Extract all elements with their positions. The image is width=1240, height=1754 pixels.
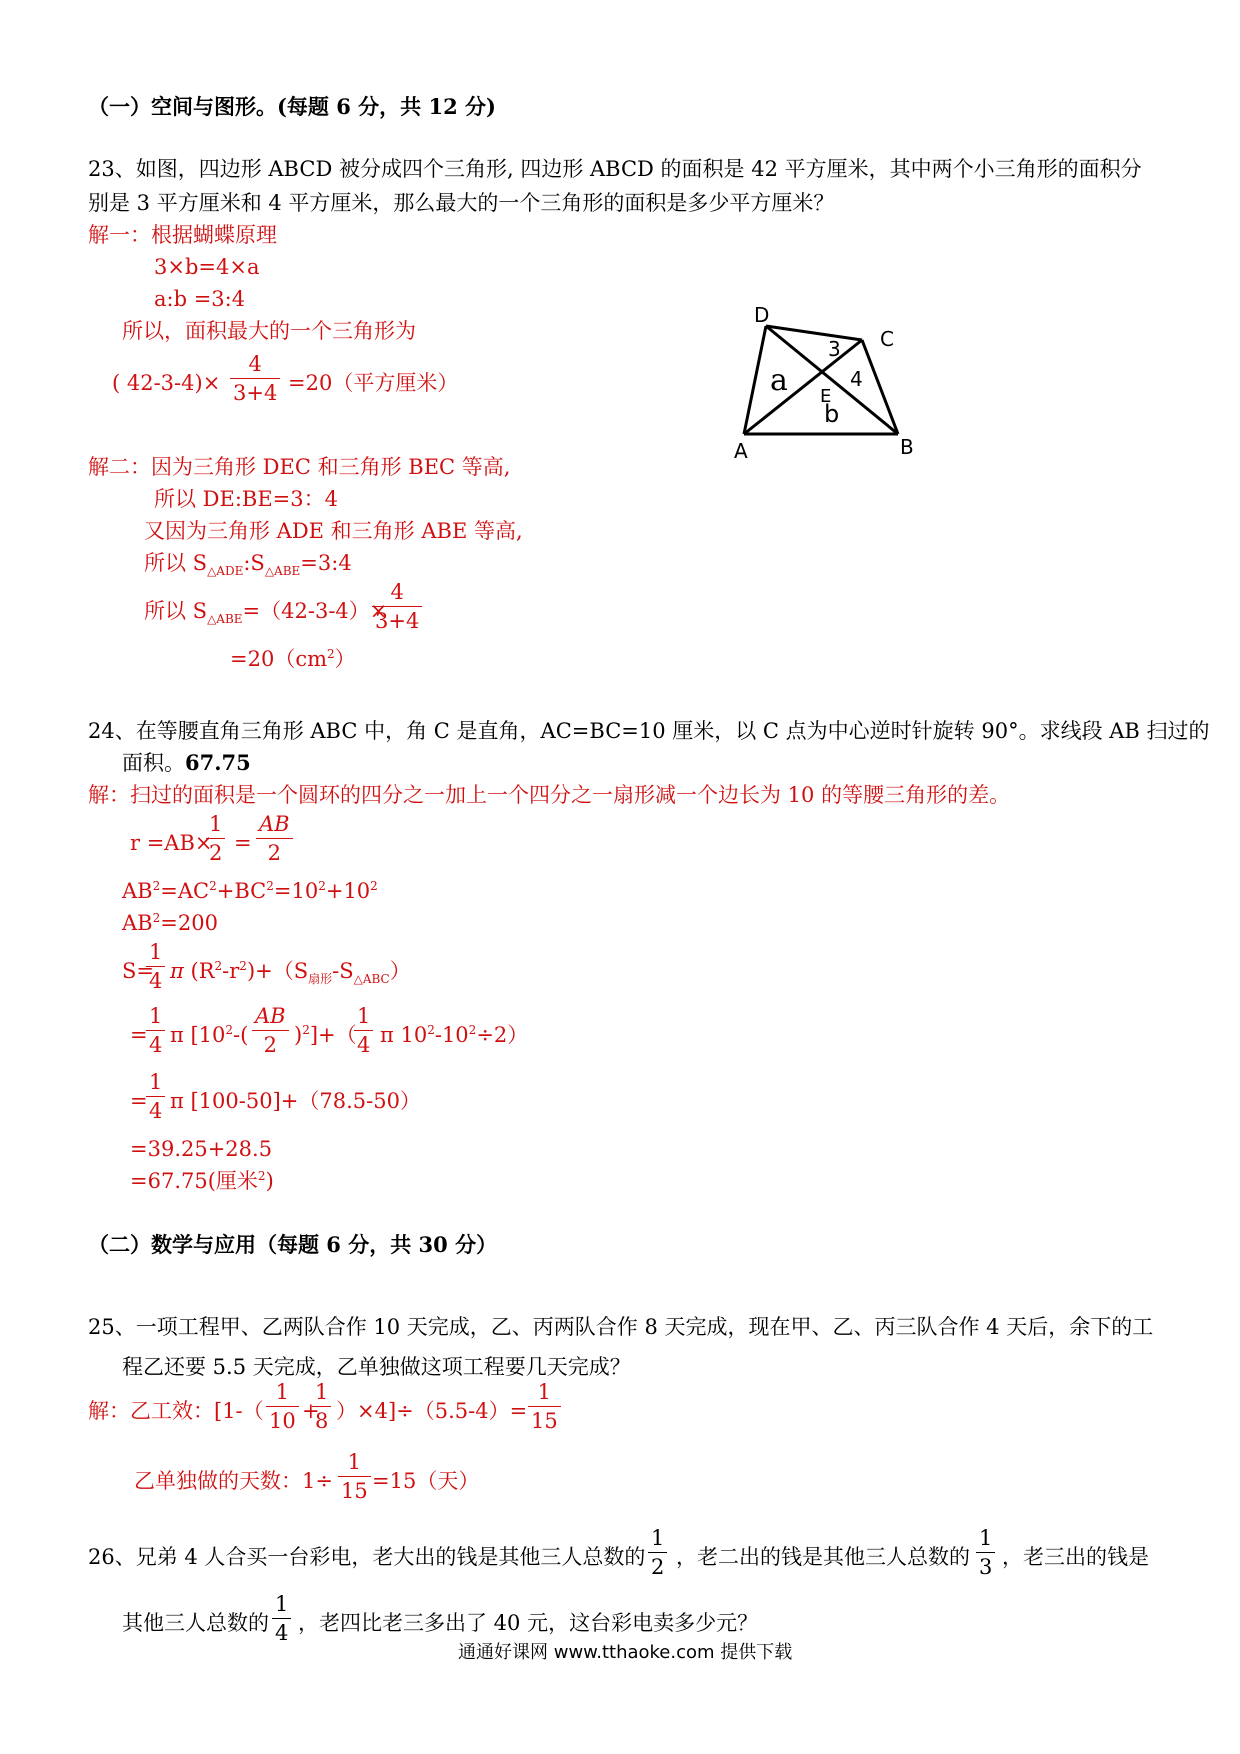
q25-fraction-1-10: 1 10 bbox=[266, 1380, 299, 1433]
label-area-4: 4 bbox=[850, 367, 863, 391]
q24-step-2-equals: = bbox=[130, 1089, 148, 1113]
q24-line-2: 面积。67.75 bbox=[122, 750, 251, 775]
q25-solution-line-1-b: ）×4]÷（5.5-4）= bbox=[336, 1399, 528, 1423]
q25-solution-line-1-a: 解：乙工效：[1-（ bbox=[88, 1399, 264, 1423]
q24-step-1-part-a: π [$10^2-$( bbox=[170, 1023, 249, 1047]
q24-r-expr: r =AB× bbox=[130, 831, 213, 855]
section-2-title: （二）数学与应用（每题 6 分，共 30 分） bbox=[88, 1232, 498, 1257]
q26-fraction-half: 1 2 bbox=[648, 1526, 667, 1579]
q23-solution-2-fraction bbox=[372, 580, 422, 633]
q24-step-1-fraction-ab: AB 2 bbox=[252, 1004, 289, 1057]
q25-plus: + bbox=[302, 1399, 320, 1423]
label-area-3: 3 bbox=[828, 337, 841, 361]
q26-line-2-a: 其他三人总数的 bbox=[122, 1611, 269, 1635]
q25-solution-line-2-a: 乙单独做的天数：1÷ bbox=[134, 1469, 333, 1493]
q23-solution-1-expr: ( 42-3-4)× bbox=[112, 371, 221, 395]
q23-solution-2-line-3: 所以 $S_{\triangle ADE}:S_{\triangle ABE}=3:4$ bbox=[144, 551, 352, 579]
q24-r-fraction-half: 1 2 bbox=[206, 812, 225, 865]
q26-line-1-a: 26、兄弟 4 人合买一台彩电，老大出的钱是其他三人总数的 bbox=[88, 1545, 646, 1569]
section-1-title: （一）空间与图形。(每题 6 分，共 12 分) bbox=[88, 94, 496, 119]
q24-ab-squared-2: $AB^2=200$ bbox=[122, 911, 218, 935]
quadrilateral-figure bbox=[728, 296, 928, 466]
q23-solution-1-line-3: 所以，面积最大的一个三角形为 bbox=[122, 319, 416, 343]
q24-solution-intro: 解：扫过的面积是一个圆环的四分之一加上一个四分之一扇形减一个边长为 10 的等腰三角形的差。 bbox=[88, 783, 1011, 807]
fraction-numerator: 4 bbox=[390, 580, 404, 604]
q23-line-1: 23、如图，四边形 ABCD 被分成四个三角形, 四边形 ABCD 的面积是 42 平方厘米，其中两个小三角形的面积分 bbox=[88, 157, 1142, 181]
q23-line-2: 别是 3 平方厘米和 4 平方厘米，那么最大的一个三角形的面积是多少平方厘米？ bbox=[88, 191, 835, 215]
q24-step-3: =39.25+28.5 bbox=[130, 1137, 273, 1161]
q26-line-1-c: ，老三出的钱是 bbox=[1002, 1545, 1149, 1569]
label-a: A bbox=[734, 439, 748, 463]
q24-r-fraction-ab: AB 2 bbox=[256, 812, 293, 865]
q25-fraction-days: 1 15 bbox=[338, 1450, 371, 1503]
q24-step-2: π [100-50]+（78.5-50） bbox=[170, 1089, 421, 1113]
q25-solution-line-2-b: =15（天） bbox=[372, 1469, 480, 1493]
q23-solution-1-line-2: a:b =3:4 bbox=[154, 287, 246, 311]
q24-step-1-part-b: )$^2$]+（ bbox=[294, 1023, 357, 1047]
q23-solution-2-line-4: 所以 $S_{\triangle ABE}=(42-3-4)\times$ bbox=[144, 599, 388, 627]
q24-s-fraction: 1 4 bbox=[146, 940, 165, 993]
q23-solution-1-result: =20（平方厘米） bbox=[288, 371, 459, 395]
q24-s-formula: π $(R^2-r^2)+(S_{扇形}-S_{\triangle ABC})$ bbox=[170, 959, 411, 987]
q24-step-4: =67.75(厘米$^2$) bbox=[130, 1169, 274, 1193]
q24-step-1-fraction-2: 1 4 bbox=[354, 1004, 373, 1057]
q23-solution-1-fraction bbox=[230, 352, 280, 405]
label-c: C bbox=[880, 327, 894, 351]
q25-fraction-1-8: 1 8 bbox=[312, 1380, 331, 1433]
label-area-a: a bbox=[770, 363, 788, 398]
fraction-denominator: 3+4 bbox=[375, 609, 420, 633]
q24-step-1-part-c: π $10^2-10^2\div 2$） bbox=[380, 1023, 529, 1047]
q25-line-1: 25、一项工程甲、乙两队合作 10 天完成，乙、丙两队合作 8 天完成，现在甲、乙、丙三队合作 4 天后，余下的工 bbox=[88, 1315, 1154, 1339]
page-footer: 通通好课网 www.tthaoke.com 提供下载 bbox=[458, 1642, 793, 1663]
q23-solution-1-line-1: 3×b=4×a bbox=[154, 255, 260, 279]
q24-step-2-fraction: 1 4 bbox=[146, 1070, 165, 1123]
q24-answer: 67.75 bbox=[185, 750, 251, 775]
q24-step-1-equals: = bbox=[130, 1023, 148, 1047]
label-e: E bbox=[820, 386, 832, 407]
q23-solution-1-title: 解一：根据蝴蝶原理 bbox=[88, 223, 277, 247]
q24-step-1-fraction-1: 1 4 bbox=[146, 1004, 165, 1057]
q24-s-prefix: S= bbox=[122, 959, 154, 983]
q26-fraction-third: 1 3 bbox=[976, 1526, 995, 1579]
q23-solution-2-title: 解二：因为三角形 DEC 和三角形 BEC 等高, bbox=[88, 455, 511, 479]
fraction-denominator: 3+4 bbox=[233, 381, 278, 405]
label-b: B bbox=[900, 435, 914, 459]
q26-fraction-quarter: 1 4 bbox=[272, 1592, 291, 1645]
q25-line-2: 程乙还要 5.5 天完成，乙单独做这项工程要几天完成？ bbox=[122, 1355, 631, 1379]
q23-solution-2-line-1: 所以 DE:BE=3：4 bbox=[154, 487, 338, 511]
q26-line-2-b: ，老四比老三多出了 40 元，这台彩电卖多少元？ bbox=[298, 1611, 759, 1635]
q24-line-1: 24、在等腰直角三角形 ABC 中，角 C 是直角，AC=BC=10 厘米，以 C 点为中心逆时针旋转 90°。求线段 AB 扫过的 bbox=[88, 719, 1210, 743]
fraction-numerator: 4 bbox=[248, 352, 262, 376]
q26-line-1-b: ，老二出的钱是其他三人总数的 bbox=[676, 1545, 970, 1569]
q25-fraction-1-15: 1 15 bbox=[528, 1380, 561, 1433]
q24-ab-squared-1: $AB^2=AC^2+BC^2=10^2+10^2$ bbox=[122, 879, 378, 903]
label-area-b: b bbox=[824, 400, 840, 428]
q23-solution-2-result: $=20(cm^2)$ bbox=[230, 647, 356, 671]
label-d: D bbox=[754, 303, 770, 327]
q23-solution-2-line-2: 又因为三角形 ADE 和三角形 ABE 等高, bbox=[144, 519, 523, 543]
q24-r-equals: = bbox=[234, 831, 252, 855]
